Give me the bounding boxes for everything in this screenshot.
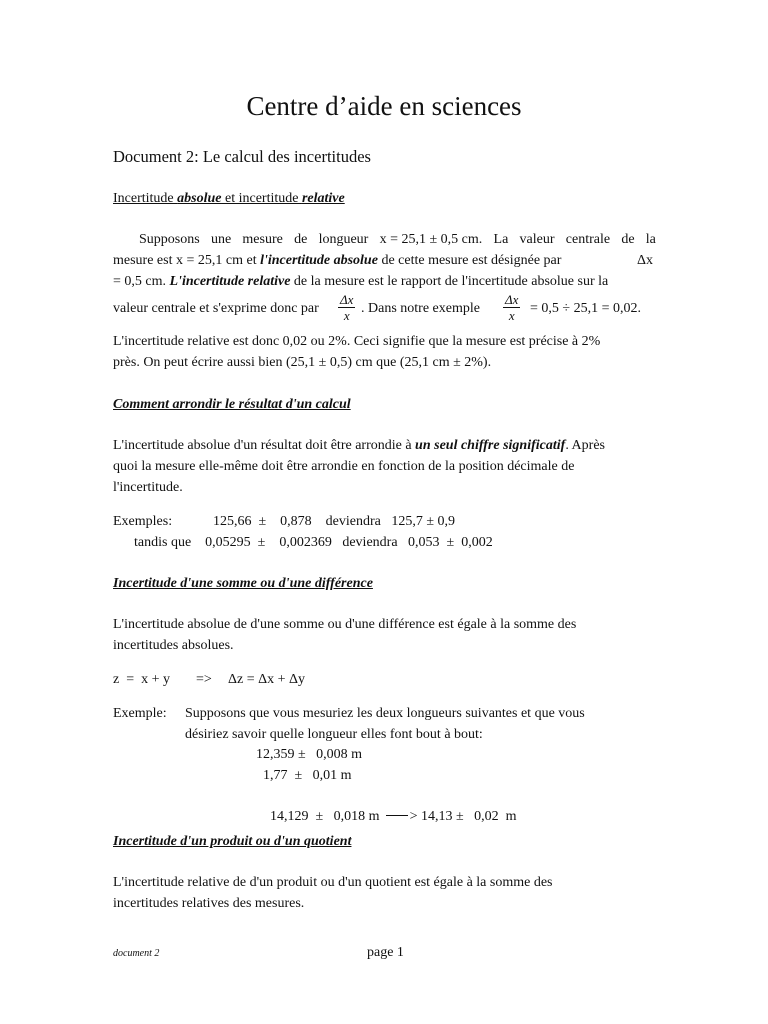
word: Supposons: [139, 232, 200, 247]
word: valeur: [519, 232, 555, 247]
delta-x-symbol: Δx: [637, 253, 654, 268]
heading-text: et incertitude: [221, 191, 302, 206]
fraction-denominator: x: [343, 308, 350, 323]
heading-emph: Comment arrondir le résultat d'un calcul: [113, 397, 351, 412]
paragraph-line: L'incertitude relative est donc 0,02 ou 2%. Ceci signifie que la mesure est précise à 2%: [113, 334, 601, 349]
word: la: [645, 232, 656, 247]
rounded-value: > 14,13 ± 0,02 m: [409, 809, 517, 824]
text: = 0,5 cm.: [113, 274, 170, 289]
footer-page-number: page 1: [367, 945, 404, 960]
paragraph-line: L'incertitude absolue de d'une somme ou d'une différence est égale à la somme des: [113, 617, 577, 632]
fraction-denominator: x: [508, 308, 515, 323]
formula-implies: =>: [196, 672, 212, 687]
example-label: Exemple:: [113, 706, 167, 721]
text: mesure est x = 25,1 cm et: [113, 253, 261, 268]
section-heading-somme-difference: [113, 576, 373, 592]
example-line: 125,66 ± 0,878 deviendra 125,7 ± 0,9: [213, 514, 456, 529]
page-title: Centre d’aide en sciences: [246, 91, 522, 121]
text: . Dans notre exemple: [361, 301, 480, 316]
heading-emph: Incertitude d'un produit ou d'un quotient: [113, 834, 352, 849]
emphasis: l'incertitude absolue: [260, 253, 378, 268]
example-line: tandis que 0,05295 ± 0,002369 deviendra 0,053 ± 0,002: [134, 535, 493, 550]
footer-document-label: document 2: [113, 948, 160, 959]
text: L'incertitude absolue d'un résultat doit être arrondie à: [113, 438, 416, 453]
value-line: 1,77 ± 0,01 m: [263, 768, 352, 783]
document-title: Document 2: Le calcul des incertitudes: [113, 147, 371, 166]
text: de cette mesure est désignée par: [377, 253, 562, 268]
heading-emph: relative: [301, 191, 345, 206]
paragraph-line: [113, 274, 656, 290]
section-heading-produit-quotient: [113, 834, 351, 850]
word: mesure: [242, 232, 283, 247]
word: une: [210, 232, 232, 247]
paragraph-line: L'incertitude relative de d'un produit ou d'un quotient est égale à la somme des: [113, 875, 553, 890]
text: de la mesure est le rapport de l'incertitude absolue sur la: [290, 274, 609, 289]
paragraph-line: près. On peut écrire aussi bien (25,1 ± 0,5) cm que (25,1 cm ± 2%).: [113, 355, 492, 370]
example-line: Supposons que vous mesuriez les deux longueurs suivantes et que vous: [185, 706, 585, 721]
word: La: [493, 232, 509, 247]
fraction-numerator: Δx: [340, 292, 354, 307]
value-line: 12,359 ± 0,008 m: [256, 747, 363, 762]
emphasis: un seul chiffre significatif: [415, 438, 566, 453]
section-heading-absolue-relative: [113, 191, 345, 207]
equation: x = 25,1 ± 0,5 cm.: [379, 232, 483, 247]
paragraph-line: quoi la mesure elle-même doit être arrondie en fonction de la position décimale de: [113, 459, 575, 474]
heading-emph: absolue: [177, 191, 222, 206]
paragraph-line: [113, 232, 656, 248]
word: de: [621, 232, 635, 247]
section-heading-arrondir: [113, 397, 351, 413]
heading-emph: Incertitude d'une somme ou d'une différence: [113, 576, 373, 591]
text: = 0,5 ÷ 25,1 = 0,02.: [530, 301, 641, 316]
paragraph-line: [113, 253, 656, 269]
paragraph-line: incertitudes relatives des mesures.: [113, 896, 305, 911]
sum-value: 14,129 ± 0,018 m: [270, 809, 380, 824]
example-line: désiriez savoir quelle longueur elles font bout à bout:: [185, 727, 483, 742]
word: centrale: [565, 232, 611, 247]
fraction-delta-x-over-x: [503, 292, 520, 324]
text: . Après: [565, 438, 605, 453]
emphasis: L'incertitude relative: [169, 274, 291, 289]
fraction-numerator: Δx: [505, 292, 519, 307]
arrow-icon: [386, 815, 408, 816]
formula-part: z = x + y: [113, 672, 171, 687]
fraction-delta-x-over-x: [338, 292, 355, 324]
word: de: [294, 232, 308, 247]
paragraph-line: [113, 438, 656, 454]
heading-text: Incertitude: [113, 191, 178, 206]
word: longueur: [318, 232, 369, 247]
paragraph-line: l'incertitude.: [113, 480, 183, 495]
paragraph-line: incertitudes absolues.: [113, 638, 234, 653]
paragraph-line: valeur centrale et s'exprime donc par: [113, 301, 319, 316]
formula-part: Δz = Δx + Δy: [228, 672, 306, 687]
examples-label: Exemples:: [113, 514, 173, 529]
